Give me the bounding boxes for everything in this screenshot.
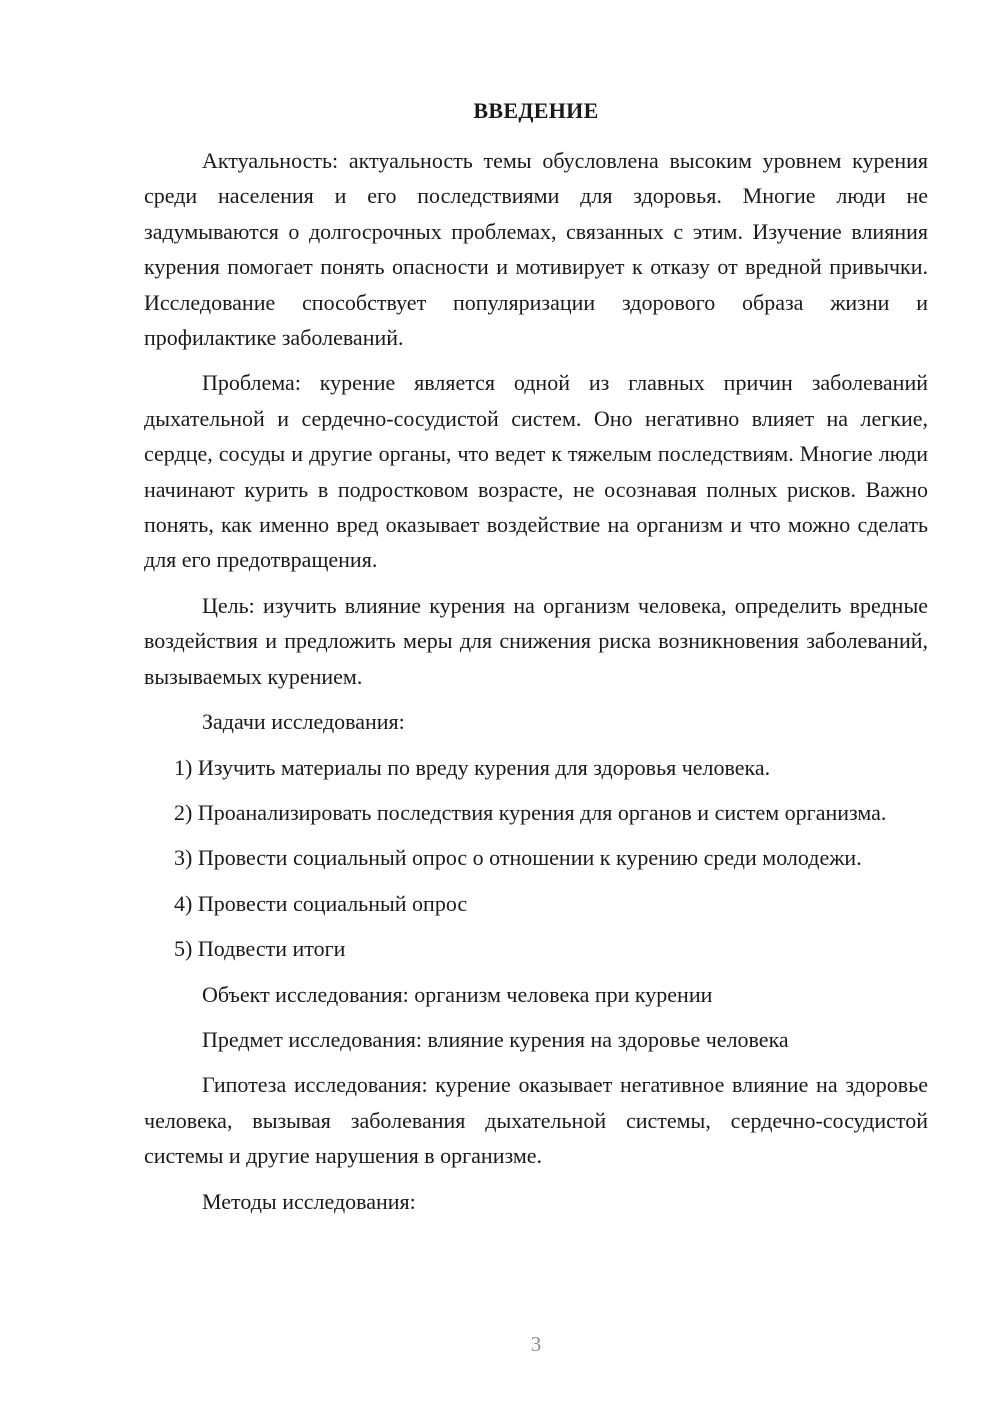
- paragraph-subject: Предмет исследования: влияние курения на здоровье человека: [202, 1026, 789, 1052]
- paragraph-object: Объект исследования: организм человека при курении: [202, 981, 713, 1007]
- paragraph-problem: Проблема: курение является одной из главных причин заболеваний дыхательной и сердечно-сосудистой систем. Оно негативно влияет на легкие, сердце, сосуды и другие органы, что ведет к тяжелым последствиям. Многие люди начинают курить в подростковом возрасте, не осознавая полных рисков. Важно понять, как именно вред оказывает воздействие на организм и что можно сделать для его предотвращения.: [144, 370, 928, 573]
- task-item-3: 3) Провести социальный опрос о отношении к курению среди молодежи.: [174, 845, 862, 871]
- task-item-4: 4) Провести социальный опрос: [174, 890, 468, 916]
- task-item-2: 2) Проанализировать последствия курения для органов и систем организма.: [174, 799, 887, 825]
- task-item-1: 1) Изучить материалы по вреду курения для здоровья человека.: [174, 754, 771, 780]
- paragraph-relevance: Актуальность: актуальность темы обусловлена высоким уровнем курения среди населения и его последствиями для здоровья. Многие люди не задумываются о долгосрочных проблемах, связанных с этим. Изучение влияния курения помогает понять опасности и мотивирует к отказу от вредной привычки. Исследование способствует популяризации здорового образа жизни и профилактике заболеваний.: [144, 148, 928, 351]
- paragraph-methods: Методы исследования:: [202, 1188, 416, 1214]
- paragraph-hypothesis: Гипотеза исследования: курение оказывает негативное влияние на здоровье человека, вызывая заболевания дыхательной системы, сердечно-сосудистой системы и другие нарушения в организме.: [144, 1072, 928, 1169]
- task-item-5: 5) Подвести итоги: [174, 936, 346, 962]
- page-title: ВВЕДЕНИЕ: [473, 98, 599, 123]
- document-body: [144, 143, 928, 1229]
- tasks-heading: Задачи исследования:: [202, 709, 405, 735]
- paragraph-goal: Цель: изучить влияние курения на организм человека, определить вредные воздействия и предложить меры для снижения риска возникновения заболеваний, вызываемых курением.: [144, 592, 928, 689]
- page-number: 3: [530, 1332, 542, 1356]
